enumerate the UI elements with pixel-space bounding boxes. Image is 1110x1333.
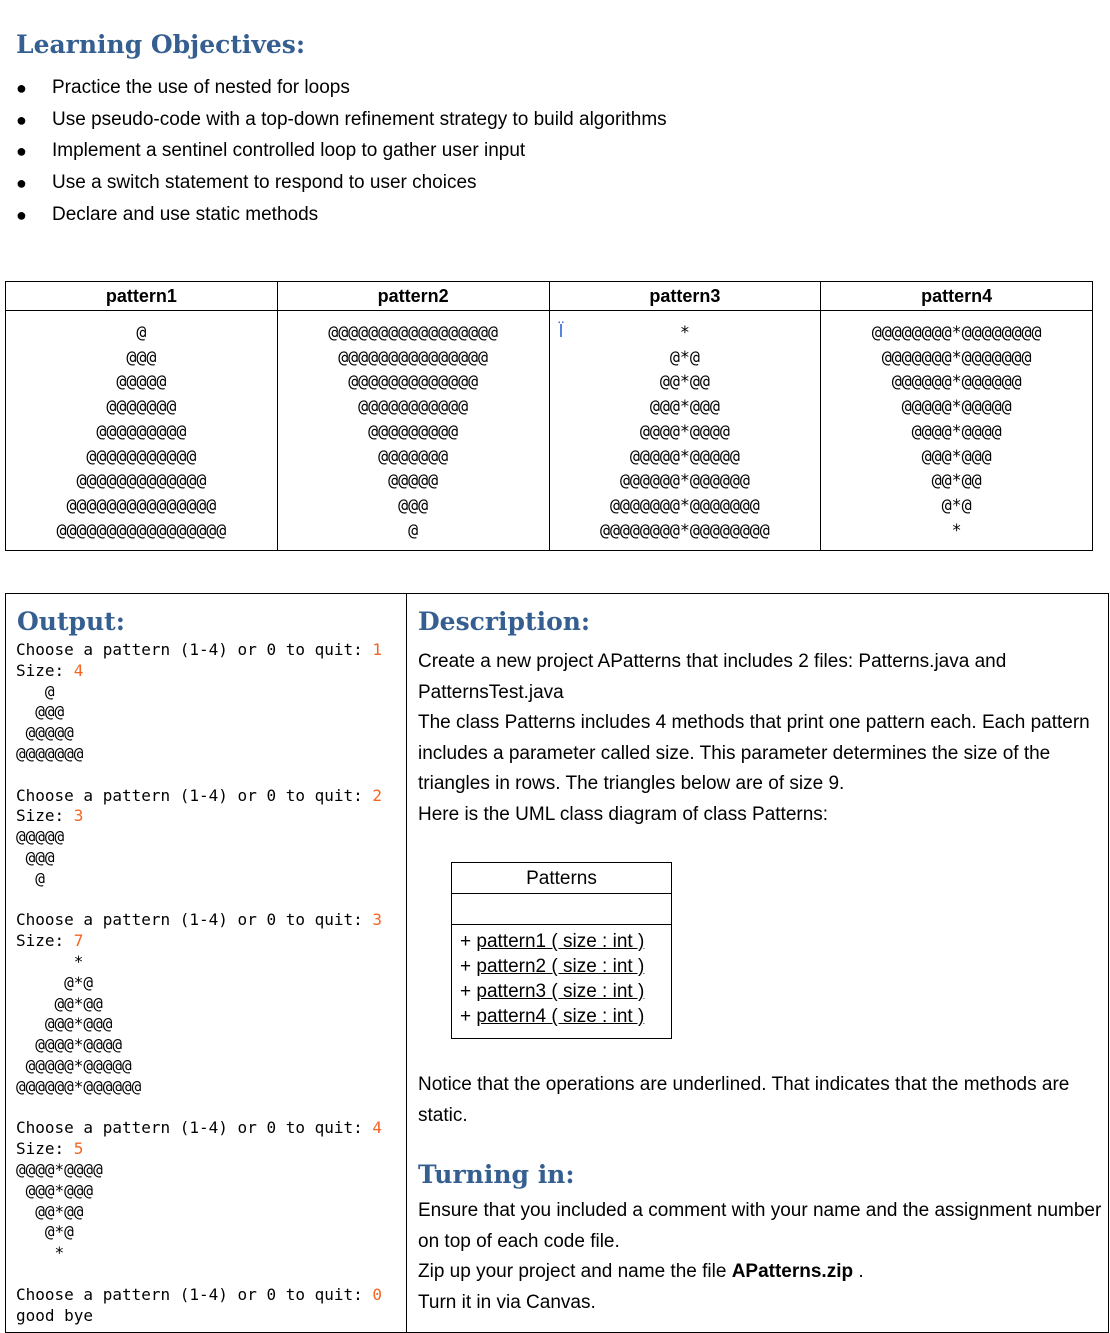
output-title: Output:: [17, 607, 125, 636]
console-line: *: [16, 1243, 65, 1263]
uml-attributes: [452, 894, 671, 925]
pattern-row: @@@@*@@@@: [639, 421, 730, 441]
user-input-value: 7: [73, 931, 84, 951]
pattern-row: @@@: [398, 495, 429, 515]
pattern-row: @@@@@@*@@@@@@: [891, 372, 1022, 392]
pattern-row: @@@@@@*@@@@@@: [619, 471, 750, 491]
pattern1-header: pattern1: [6, 282, 278, 311]
turning-in-line-2: Zip up your project and name the file APatterns.zip .: [418, 1261, 864, 1282]
pattern-row: @@@@@@@@@@@: [86, 446, 197, 466]
pattern-row: @@@: [126, 347, 157, 367]
description-para-2: The class Patterns includes 4 methods that print one pattern each. Each pattern includes a parameter called size. This parameter determines the size of the triangles in rows. The triangles below are of size 9.: [418, 712, 1090, 794]
pattern-row: @@@*@@@: [649, 397, 720, 417]
console-line: good bye: [16, 1305, 94, 1325]
operation-signature: pattern1 ( size : int ): [476, 931, 645, 952]
pattern-row: @@@*@@@: [921, 446, 992, 466]
pattern4-art: [821, 321, 1092, 543]
pattern-table: [5, 281, 1093, 551]
user-input-value: 4: [372, 1118, 383, 1138]
pattern-row: @: [408, 520, 419, 540]
pattern2-cell: [277, 311, 549, 551]
pattern-row: @@@@@@@: [378, 446, 449, 466]
console-line: Choose a pattern (1-4) or 0 to quit: 1: [16, 640, 383, 659]
console-line: *: [16, 951, 84, 971]
pattern-row: @@@@@@@@@: [96, 421, 187, 441]
console-line: Choose a pattern (1-4) or 0 to quit: 2: [16, 785, 383, 805]
console-output: [16, 640, 382, 1326]
pattern-row: @@@@@@@@@@@@@: [348, 372, 479, 392]
pattern-row: @@@@@@@@@@@@@@@: [66, 495, 217, 515]
pattern4-header: pattern4: [821, 282, 1093, 311]
pattern-row: @@@@@: [388, 471, 439, 491]
turning-in-line-3: Turn it in via Canvas.: [418, 1291, 596, 1313]
uml-operation: + pattern1 ( size : int ): [460, 931, 645, 952]
console-line: @@@@@@*@@@@@@: [16, 1076, 142, 1096]
user-input-value: 3: [372, 910, 383, 930]
pattern-row: @@@@@@@*@@@@@@@: [609, 495, 760, 515]
pattern-row: @@*@@: [659, 372, 710, 392]
pattern-row: @@@@@@@@@: [368, 421, 459, 441]
user-input-value: 4: [73, 660, 84, 680]
pattern-row: @@@@@@@@@@@@@@@@@: [328, 323, 499, 342]
zip-filename: APatterns.zip: [731, 1261, 854, 1282]
bullet-icon: ●: [16, 173, 27, 194]
console-line: Choose a pattern (1-4) or 0 to quit: 0: [16, 1284, 383, 1304]
console-line: @@@: [16, 702, 65, 722]
pattern-row: @@@@@@@@@@@@@@@: [338, 347, 489, 367]
bullet-icon: ●: [16, 78, 27, 98]
console-line: @@@@@: [16, 723, 74, 743]
pattern-row: @@*@@: [931, 471, 982, 491]
console-line: [16, 1264, 382, 1285]
operation-signature: pattern4 ( size : int ): [476, 1006, 645, 1027]
console-line: @@*@@: [16, 1201, 84, 1221]
pattern1-cell: [6, 311, 278, 551]
pattern-row: @@@@@@@: [106, 397, 177, 417]
uml-operation: + pattern2 ( size : int ): [460, 956, 645, 977]
uml-class-diagram: [451, 862, 672, 1039]
pattern-row: *: [951, 520, 962, 540]
pattern-row: @@@@@@@@*@@@@@@@@: [871, 323, 1042, 342]
bullet-icon: ●: [16, 109, 27, 130]
pattern-row: @@@@@@@@@@@@@: [76, 471, 207, 491]
bullet-icon: ●: [16, 204, 27, 225]
user-input-value: 0: [372, 1284, 383, 1304]
console-line: Size: 5: [16, 1139, 84, 1159]
pattern-row: @@@@@*@@@@@: [901, 397, 1012, 417]
pattern-row: @@@@@@@@@@@@@@@@@: [56, 520, 227, 540]
console-line: @*@: [16, 972, 94, 992]
list-item: ● Use pseudo-code with a top-down refinement strategy to build algorithms: [16, 106, 667, 138]
pattern-row: @@@@@@@@*@@@@@@@@: [599, 520, 770, 540]
console-line: Choose a pattern (1-4) or 0 to quit: 3: [16, 910, 383, 930]
bullet-icon: ●: [16, 141, 27, 162]
user-input-value: 3: [73, 806, 84, 826]
console-line: Size: 7: [16, 931, 84, 951]
pattern-row: *: [679, 323, 690, 342]
operation-signature: pattern2 ( size : int ): [476, 956, 645, 977]
console-line: [16, 890, 382, 911]
console-line: @: [16, 681, 55, 701]
text-cursor-icon: Ï: [558, 321, 564, 341]
turning-in-text: [418, 1196, 1103, 1318]
console-line: @*@: [16, 1222, 74, 1242]
list-item: ● Practice the use of nested for loops: [16, 74, 667, 106]
turning-in-line-1: Ensure that you included a comment with your name and the assignment number on top of each code file.: [418, 1200, 1102, 1252]
console-line: [16, 1098, 382, 1119]
console-line: @@@@@*@@@@@: [16, 1055, 132, 1075]
console-line: [16, 765, 382, 786]
objectives-list: [16, 74, 667, 232]
pattern-row: @: [136, 323, 147, 342]
pattern-row: @@@@@*@@@@@: [629, 446, 740, 466]
console-line: @@@@*@@@@: [16, 1159, 103, 1179]
uml-operation: + pattern3 ( size : int ): [460, 981, 645, 1002]
description-para-3: Here is the UML class diagram of class Patterns:: [418, 803, 829, 825]
console-line: @@@*@@@: [16, 1014, 113, 1034]
pattern-row: @@@@@: [116, 372, 167, 392]
list-item: ● Declare and use static methods: [16, 201, 667, 233]
pattern2-art: [278, 321, 549, 543]
list-item: ● Implement a sentinel controlled loop to gather user input: [16, 137, 667, 169]
pattern-row: @@@@@@@*@@@@@@@: [881, 347, 1032, 367]
pattern3-header: pattern3: [549, 282, 821, 311]
console-line: @@*@@: [16, 993, 103, 1013]
description-para-1: Create a new project APatterns that includes 2 files: Patterns.java and PatternsTest.java: [418, 651, 1007, 703]
pattern1-art: [6, 321, 277, 543]
output-panel: [5, 593, 406, 1333]
description-text: [418, 647, 1103, 830]
user-input-value: 2: [372, 785, 383, 805]
console-line: @@@@*@@@@: [16, 1035, 122, 1055]
pattern3-cell: [549, 311, 821, 551]
pattern4-cell: [821, 311, 1093, 551]
user-input-value: 1: [372, 640, 383, 659]
description-panel: [406, 593, 1109, 1333]
console-line: @@@*@@@: [16, 1180, 94, 1200]
console-line: Choose a pattern (1-4) or 0 to quit: 4: [16, 1118, 383, 1138]
uml-class-name: Patterns: [452, 863, 671, 894]
pattern3-art: [550, 321, 821, 543]
pattern2-header: pattern2: [277, 282, 549, 311]
pattern-row: @*@: [669, 347, 700, 367]
notice-text: Notice that the operations are underlined. That indicates that the methods are static.: [418, 1074, 1070, 1126]
pattern-row: @@@@@@@@@@@: [358, 397, 469, 417]
learning-objectives-title: Learning Objectives:: [16, 30, 306, 59]
user-input-value: 5: [73, 1139, 84, 1159]
uml-operation: + pattern4 ( size : int ): [460, 1006, 645, 1027]
uml-operations: [452, 925, 671, 1029]
console-line: Size: 3: [16, 806, 84, 826]
turning-in-title: Turning in:: [418, 1160, 575, 1189]
console-line: @@@: [16, 847, 55, 867]
list-item: ● Use a switch statement to respond to user choices: [16, 169, 667, 201]
console-line: @: [16, 868, 45, 888]
description-title: Description:: [418, 607, 591, 636]
pattern-row: @@@@*@@@@: [911, 421, 1002, 441]
console-line: @@@@@@@: [16, 743, 84, 763]
pattern-row: @*@: [941, 495, 972, 515]
console-line: @@@@@: [16, 827, 65, 847]
console-line: Size: 4: [16, 660, 84, 680]
operation-signature: pattern3 ( size : int ): [476, 981, 645, 1002]
